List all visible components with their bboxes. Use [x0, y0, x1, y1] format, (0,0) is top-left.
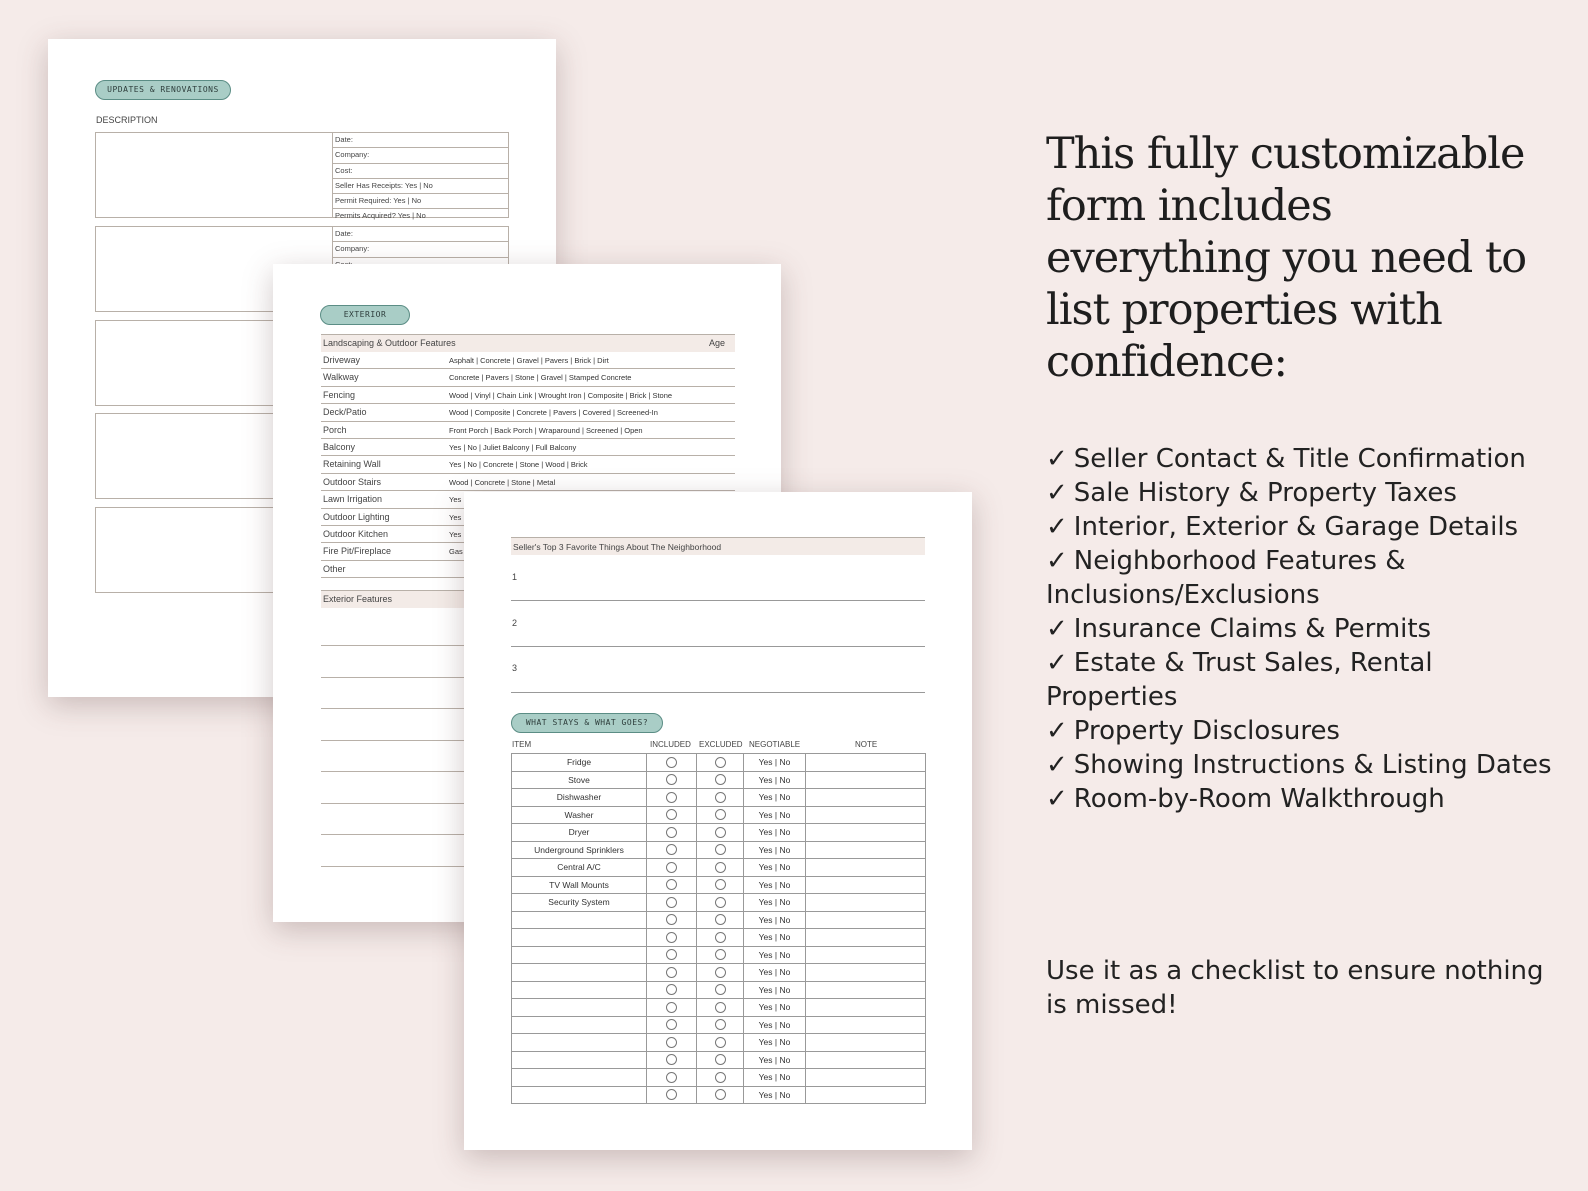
section-label-exterior: EXTERIOR — [320, 305, 410, 325]
table-row — [512, 771, 926, 789]
negotiable-cell[interactable]: Yes | No — [744, 754, 806, 772]
included-radio[interactable] — [666, 897, 677, 908]
renovation-box[interactable] — [95, 132, 509, 221]
exterior-feature-row[interactable] — [321, 369, 735, 386]
excluded-cell — [697, 859, 744, 877]
included-cell — [647, 894, 697, 912]
checklist-item-label: Interior, Exterior & Garage Details — [1073, 512, 1519, 542]
excluded-cell — [697, 981, 744, 999]
included-radio[interactable] — [666, 1002, 677, 1013]
note-cell[interactable] — [806, 999, 926, 1017]
feature-checklist — [1046, 442, 1566, 816]
negotiable-cell[interactable]: Yes | No — [744, 841, 806, 859]
section-label-what-stays: WHAT STAYS & WHAT GOES? — [511, 713, 663, 733]
checklist-item — [1046, 612, 1566, 646]
exterior-feature-row[interactable] — [321, 439, 735, 456]
excluded-radio[interactable] — [715, 1019, 726, 1030]
renovation-field[interactable]: Company: — [333, 242, 508, 257]
included-radio[interactable] — [666, 1072, 677, 1083]
exterior-feature-name: Outdoor Kitchen — [323, 529, 389, 539]
note-cell[interactable] — [806, 946, 926, 964]
excluded-radio[interactable] — [715, 984, 726, 995]
checklist-item — [1046, 476, 1566, 510]
table-row — [512, 806, 926, 824]
excluded-radio[interactable] — [715, 1072, 726, 1083]
included-cell — [647, 806, 697, 824]
included-cell — [647, 789, 697, 807]
note-cell[interactable] — [806, 1086, 926, 1104]
excluded-radio[interactable] — [715, 809, 726, 820]
exterior-feature-name: Deck/Patio — [323, 407, 367, 418]
exterior-feature-name: Retaining Wall — [323, 459, 381, 470]
included-radio[interactable] — [666, 1019, 677, 1030]
excluded-radio[interactable] — [715, 897, 726, 908]
excluded-cell — [697, 911, 744, 929]
note-cell[interactable] — [806, 771, 926, 789]
item-cell: Washer — [512, 806, 647, 824]
included-cell — [647, 824, 697, 842]
table-row — [512, 929, 926, 947]
table-row — [512, 911, 926, 929]
excluded-radio[interactable] — [715, 827, 726, 838]
checkmark-icon: ✓ — [1046, 784, 1068, 814]
item-cell: Dishwasher — [512, 789, 647, 807]
excluded-cell — [697, 999, 744, 1017]
checklist-item-label: Estate & Trust Sales, Rental Properties — [1046, 648, 1433, 712]
exterior-feature-name: Other — [323, 563, 346, 574]
what-stays-page — [464, 492, 972, 1150]
excluded-cell — [697, 1069, 744, 1087]
note-cell[interactable] — [806, 1051, 926, 1069]
included-radio[interactable] — [666, 967, 677, 978]
exterior-feature-name: Walkway — [323, 372, 359, 383]
exterior-feature-row[interactable] — [321, 422, 735, 439]
included-radio[interactable] — [666, 932, 677, 943]
note-cell[interactable] — [806, 754, 926, 772]
negotiable-cell[interactable]: Yes | No — [744, 894, 806, 912]
table-row — [512, 946, 926, 964]
table-row — [512, 841, 926, 859]
item-cell: Underground Sprinklers — [512, 841, 647, 859]
negotiable-cell[interactable]: Yes | No — [744, 1086, 806, 1104]
included-cell — [647, 876, 697, 894]
note-cell[interactable] — [806, 859, 926, 877]
checklist-item-label: Insurance Claims & Permits — [1073, 614, 1432, 644]
item-cell — [512, 964, 647, 982]
table-row — [512, 824, 926, 842]
excluded-cell — [697, 1051, 744, 1069]
included-radio[interactable] — [666, 879, 677, 890]
note-cell[interactable] — [806, 1069, 926, 1087]
excluded-radio[interactable] — [715, 932, 726, 943]
negotiable-cell[interactable]: Yes | No — [744, 999, 806, 1017]
renovation-field[interactable]: Date: — [333, 227, 508, 242]
landscaping-header-label: Landscaping & Outdoor Features — [323, 338, 456, 348]
favorite-number: 3 — [512, 663, 518, 673]
excluded-cell — [697, 841, 744, 859]
included-cell — [647, 981, 697, 999]
negotiable-cell[interactable]: Yes | No — [744, 1034, 806, 1052]
item-cell — [512, 911, 647, 929]
item-cell — [512, 1051, 647, 1069]
included-radio[interactable] — [666, 862, 677, 873]
excluded-radio[interactable] — [715, 1054, 726, 1065]
included-cell — [647, 754, 697, 772]
item-cell — [512, 1034, 647, 1052]
exterior-feature-name: Fire Pit/Fireplace — [323, 546, 392, 557]
included-radio[interactable] — [666, 774, 677, 785]
note-cell[interactable] — [806, 1016, 926, 1034]
included-radio[interactable] — [666, 1089, 677, 1100]
excluded-cell — [697, 876, 744, 894]
favorite-line[interactable] — [511, 646, 925, 647]
checklist-item — [1046, 646, 1566, 714]
exterior-features-label: Exterior Features — [323, 594, 393, 604]
included-cell — [647, 1051, 697, 1069]
table-row — [512, 1034, 926, 1052]
checkmark-icon: ✓ — [1046, 478, 1068, 508]
favorite-line[interactable] — [511, 600, 925, 601]
closing-text: Use it as a checklist to ensure nothing is missed! — [1046, 956, 1544, 1020]
included-cell — [647, 999, 697, 1017]
checkmark-icon: ✓ — [1046, 716, 1068, 746]
included-cell — [647, 771, 697, 789]
table-row — [512, 981, 926, 999]
negotiable-cell[interactable]: Yes | No — [744, 824, 806, 842]
exterior-feature-options: Wood | Vinyl | Chain Link | Wrought Iron | Composite | Brick | Stone — [449, 390, 673, 400]
note-cell[interactable] — [806, 929, 926, 947]
included-cell — [647, 1069, 697, 1087]
negotiable-cell[interactable]: Yes | No — [744, 929, 806, 947]
checklist-item-label: Sale History & Property Taxes — [1073, 478, 1457, 508]
included-cell — [647, 964, 697, 982]
landscaping-header — [321, 334, 735, 352]
excluded-radio[interactable] — [715, 862, 726, 873]
note-cell[interactable] — [806, 911, 926, 929]
item-cell: TV Wall Mounts — [512, 876, 647, 894]
negotiable-cell[interactable]: Yes | No — [744, 1069, 806, 1087]
included-radio[interactable] — [666, 757, 677, 768]
item-cell — [512, 1016, 647, 1034]
exterior-feature-row[interactable] — [321, 456, 735, 473]
item-cell — [512, 981, 647, 999]
item-cell: Fridge — [512, 754, 647, 772]
excluded-cell — [697, 1086, 744, 1104]
excluded-radio[interactable] — [715, 774, 726, 785]
description-label: DESCRIPTION — [96, 115, 158, 125]
renovation-field[interactable]: Cost: — [333, 164, 508, 179]
table-row — [512, 894, 926, 912]
exterior-feature-options: Front Porch | Back Porch | Wraparound | Screened | Open — [449, 425, 643, 435]
headline: This fully customizable form includes everything you need to list properties with confidence: — [1046, 129, 1527, 387]
table-row — [512, 1051, 926, 1069]
included-radio[interactable] — [666, 844, 677, 855]
item-cell — [512, 1086, 647, 1104]
excluded-radio[interactable] — [715, 1089, 726, 1100]
exterior-feature-options: Yes — [449, 512, 462, 522]
excluded-cell — [697, 771, 744, 789]
exterior-feature-row[interactable] — [321, 352, 735, 369]
excluded-radio[interactable] — [715, 757, 726, 768]
checklist-item-label: Property Disclosures — [1073, 716, 1340, 746]
excluded-cell — [697, 1016, 744, 1034]
excluded-radio[interactable] — [715, 949, 726, 960]
negotiable-cell[interactable]: Yes | No — [744, 964, 806, 982]
table-row — [512, 1069, 926, 1087]
table-row — [512, 964, 926, 982]
included-cell — [647, 859, 697, 877]
negotiable-cell[interactable]: Yes | No — [744, 946, 806, 964]
table-row — [512, 876, 926, 894]
table-row — [512, 859, 926, 877]
checklist-item-label: Seller Contact & Title Confirmation — [1073, 444, 1526, 474]
checklist-item — [1046, 544, 1566, 612]
note-cell[interactable] — [806, 981, 926, 999]
favorite-line[interactable] — [511, 692, 925, 693]
exterior-feature-name: Balcony — [323, 442, 356, 452]
excluded-radio[interactable] — [715, 1002, 726, 1013]
column-included: INCLUDED — [650, 740, 691, 749]
excluded-cell — [697, 806, 744, 824]
item-cell — [512, 1069, 647, 1087]
checkmark-icon: ✓ — [1046, 750, 1068, 780]
included-radio[interactable] — [666, 1054, 677, 1065]
negotiable-cell[interactable]: Yes | No — [744, 859, 806, 877]
favorite-number: 2 — [512, 618, 518, 628]
item-cell — [512, 929, 647, 947]
checkmark-icon: ✓ — [1046, 512, 1068, 542]
exterior-feature-options: Yes — [449, 530, 462, 539]
excluded-cell — [697, 946, 744, 964]
exterior-feature-name: Lawn Irrigation — [323, 494, 383, 505]
negotiable-cell[interactable]: Yes | No — [744, 771, 806, 789]
table-row — [512, 754, 926, 772]
column-negotiable: NEGOTIABLE — [749, 740, 801, 749]
negotiable-cell[interactable]: Yes | No — [744, 981, 806, 999]
renovation-fields — [332, 133, 508, 221]
exterior-feature-options: Gas — [449, 547, 463, 557]
included-cell — [647, 929, 697, 947]
excluded-radio[interactable] — [715, 914, 726, 925]
exterior-feature-name: Porch — [323, 424, 347, 435]
renovation-field[interactable]: Permit Required: Yes | No — [333, 194, 508, 209]
exterior-feature-name: Outdoor Lighting — [323, 511, 390, 522]
excluded-cell — [697, 964, 744, 982]
negotiable-cell[interactable]: Yes | No — [744, 911, 806, 929]
included-radio[interactable] — [666, 914, 677, 925]
exterior-feature-options: Yes — [449, 495, 462, 505]
included-radio[interactable] — [666, 949, 677, 960]
exterior-feature-options: Yes | No | Juliet Balcony | Full Balcony — [449, 443, 577, 452]
renovation-field[interactable]: Permits Acquired? Yes | No — [335, 211, 426, 221]
renovation-field[interactable]: Company: — [333, 148, 508, 163]
checklist-item — [1046, 510, 1566, 544]
excluded-radio[interactable] — [715, 844, 726, 855]
exterior-feature-options: Asphalt | Concrete | Gravel | Pavers | Brick | Dirt — [449, 356, 609, 365]
note-cell[interactable] — [806, 964, 926, 982]
checklist-item — [1046, 714, 1566, 748]
note-cell[interactable] — [806, 894, 926, 912]
item-cell: Stove — [512, 771, 647, 789]
included-cell — [647, 841, 697, 859]
included-cell — [647, 1086, 697, 1104]
included-radio[interactable] — [666, 827, 677, 838]
checkmark-icon: ✓ — [1046, 546, 1068, 576]
included-cell — [647, 1016, 697, 1034]
table-row — [512, 1086, 926, 1104]
checkmark-icon: ✓ — [1046, 444, 1068, 474]
exterior-feature-options: Yes | No | Concrete | Stone | Wood | Brick — [449, 460, 588, 470]
negotiable-cell[interactable]: Yes | No — [744, 1051, 806, 1069]
checklist-item — [1046, 442, 1566, 476]
note-cell[interactable] — [806, 789, 926, 807]
excluded-radio[interactable] — [715, 879, 726, 890]
note-cell[interactable] — [806, 824, 926, 842]
section-label-updates: UPDATES & RENOVATIONS — [95, 80, 231, 100]
excluded-cell — [697, 754, 744, 772]
negotiable-cell[interactable]: Yes | No — [744, 806, 806, 824]
table-row — [512, 999, 926, 1017]
item-cell: Security System — [512, 894, 647, 912]
excluded-cell — [697, 1034, 744, 1052]
column-item: ITEM — [512, 740, 532, 749]
exterior-feature-name: Fencing — [323, 389, 356, 400]
renovation-field[interactable]: Seller Has Receipts: Yes | No — [333, 179, 508, 194]
checklist-item-label: Neighborhood Features & Inclusions/Exclusions — [1046, 546, 1406, 610]
included-radio[interactable] — [666, 809, 677, 820]
included-radio[interactable] — [666, 1037, 677, 1048]
note-cell[interactable] — [806, 1034, 926, 1052]
renovation-field[interactable]: Date: — [333, 133, 508, 148]
exterior-feature-name: Driveway — [323, 355, 361, 365]
note-cell[interactable] — [806, 841, 926, 859]
excluded-cell — [697, 894, 744, 912]
column-excluded: EXCLUDED — [699, 740, 743, 749]
checkmark-icon: ✓ — [1046, 648, 1068, 678]
checklist-item-label: Room-by-Room Walkthrough — [1073, 784, 1445, 814]
item-cell — [512, 999, 647, 1017]
item-cell — [512, 946, 647, 964]
checklist-item — [1046, 748, 1566, 782]
favorite-number: 1 — [512, 572, 518, 582]
exterior-feature-options: Wood | Composite | Concrete | Pavers | Covered | Screened-In — [449, 408, 658, 418]
exterior-feature-row[interactable] — [321, 387, 735, 404]
checklist-item-label: Showing Instructions & Listing Dates — [1073, 750, 1552, 780]
excluded-cell — [697, 789, 744, 807]
checkmark-icon: ✓ — [1046, 614, 1068, 644]
checklist-item — [1046, 782, 1566, 816]
exterior-feature-row[interactable] — [321, 474, 735, 491]
included-cell — [647, 1034, 697, 1052]
exterior-feature-options: Wood | Concrete | Stone | Metal — [449, 477, 556, 487]
excluded-radio[interactable] — [715, 967, 726, 978]
included-radio[interactable] — [666, 792, 677, 803]
excluded-cell — [697, 929, 744, 947]
negotiable-cell[interactable]: Yes | No — [744, 1016, 806, 1034]
table-row — [512, 789, 926, 807]
item-cell: Central A/C — [512, 859, 647, 877]
age-column-label: Age — [708, 338, 725, 348]
exterior-feature-name: Outdoor Stairs — [323, 476, 382, 487]
favorites-header: Seller's Top 3 Favorite Things About The Neighborhood — [511, 537, 925, 555]
excluded-cell — [697, 824, 744, 842]
negotiable-cell[interactable]: Yes | No — [744, 876, 806, 894]
note-cell[interactable] — [806, 876, 926, 894]
column-note: NOTE — [855, 740, 878, 749]
included-cell — [647, 911, 697, 929]
included-radio[interactable] — [666, 984, 677, 995]
note-cell[interactable] — [806, 806, 926, 824]
table-row — [512, 1016, 926, 1034]
what-stays-table — [511, 753, 926, 1104]
excluded-radio[interactable] — [715, 792, 726, 803]
negotiable-cell[interactable]: Yes | No — [744, 789, 806, 807]
included-cell — [647, 946, 697, 964]
excluded-radio[interactable] — [715, 1037, 726, 1048]
exterior-feature-options: Concrete | Pavers | Stone | Gravel | Stamped Concrete — [449, 373, 632, 383]
item-cell: Dryer — [512, 824, 647, 842]
exterior-feature-row[interactable] — [321, 404, 735, 421]
